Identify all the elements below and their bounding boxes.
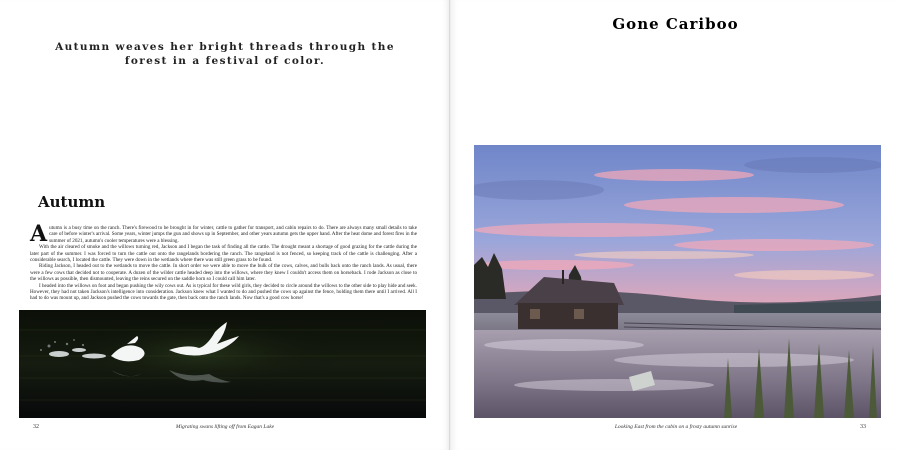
swans-lake-image: [19, 310, 426, 418]
drop-cap: A: [30, 221, 48, 247]
pull-quote: Autumn weaves her bright threads through the forest in a festival of color.: [55, 41, 395, 67]
section-heading: Autumn: [38, 193, 106, 211]
caption-right: Looking East from the cabin on a frosty autumn sunrise: [614, 424, 738, 430]
paragraph-3: Riding Jackson, I headed out to the wetlands to move the cattle. In short order we were able to move the bulk of the cows, calves, and bulls back onto the ranch lands. As usual, there were a few cows that decided not to cooperate. A dozen of the wilder cattle headed deep into the willows, where they knew I couldn't access them on horseback. I rode Jackson as close to the willows as possible, then dismounted, leaving the reins secured on the saddle horn so I could call him later.: [30, 263, 417, 283]
paragraph-1: [30, 221, 417, 247]
paragraph-1-text: utumn is a busy time on the ranch. There's firewood to be brought in for winter, cattle to gather for transport, and cabin repairs to do. There are always many small details to take care of before winter's arrival. Some years, winter jumps the gun and shows up in September, and other years autumn gets the upper hand. After the heat dome and forest fires in the summer of 2021, autumn's cooler temperatures were a blessing.: [49, 225, 417, 244]
page-number-right: 33: [860, 424, 866, 430]
body-text: [30, 221, 417, 302]
right-page: [450, 0, 899, 450]
caption-left: Migrating swans lifting off from Eagan Lake: [175, 424, 275, 430]
paragraph-2: With the air cleared of smoke and the willows turning red, Jackson and I began the task of finding all the cattle. The drought meant a shortage of good grazing for the cattle during the later part of the summer. I was forced to turn the cattle out onto the rangelands bordering the ranch. The rangeland is not fenced, so keeping track of the cattle is challenging. After a considerable search, I located the cattle. They were down in the wetlands where there was still green grass to be found.: [30, 244, 417, 264]
page-number-left: 32: [33, 424, 39, 430]
paragraph-4: I headed into the willows on foot and began pushing the wily cows out. As is typical for these wild girls, they decided to circle around the willows to the other side to play hide and seek. However, they had not taken Jackson's intelligence into consideration. Jackson knew what I wanted to do and pushed the cows up against the fence, holding them there until I arrived. All I had to do was mount up, and Jackson pushed the cows towards the gate, then back onto the ranch lands. Now that's a good cow horse!: [30, 282, 417, 302]
cabin-sunrise-image: [474, 145, 881, 418]
sunrise-photo: [474, 145, 881, 418]
book-title: Gone Cariboo: [612, 15, 739, 33]
swans-photo: [19, 310, 426, 418]
